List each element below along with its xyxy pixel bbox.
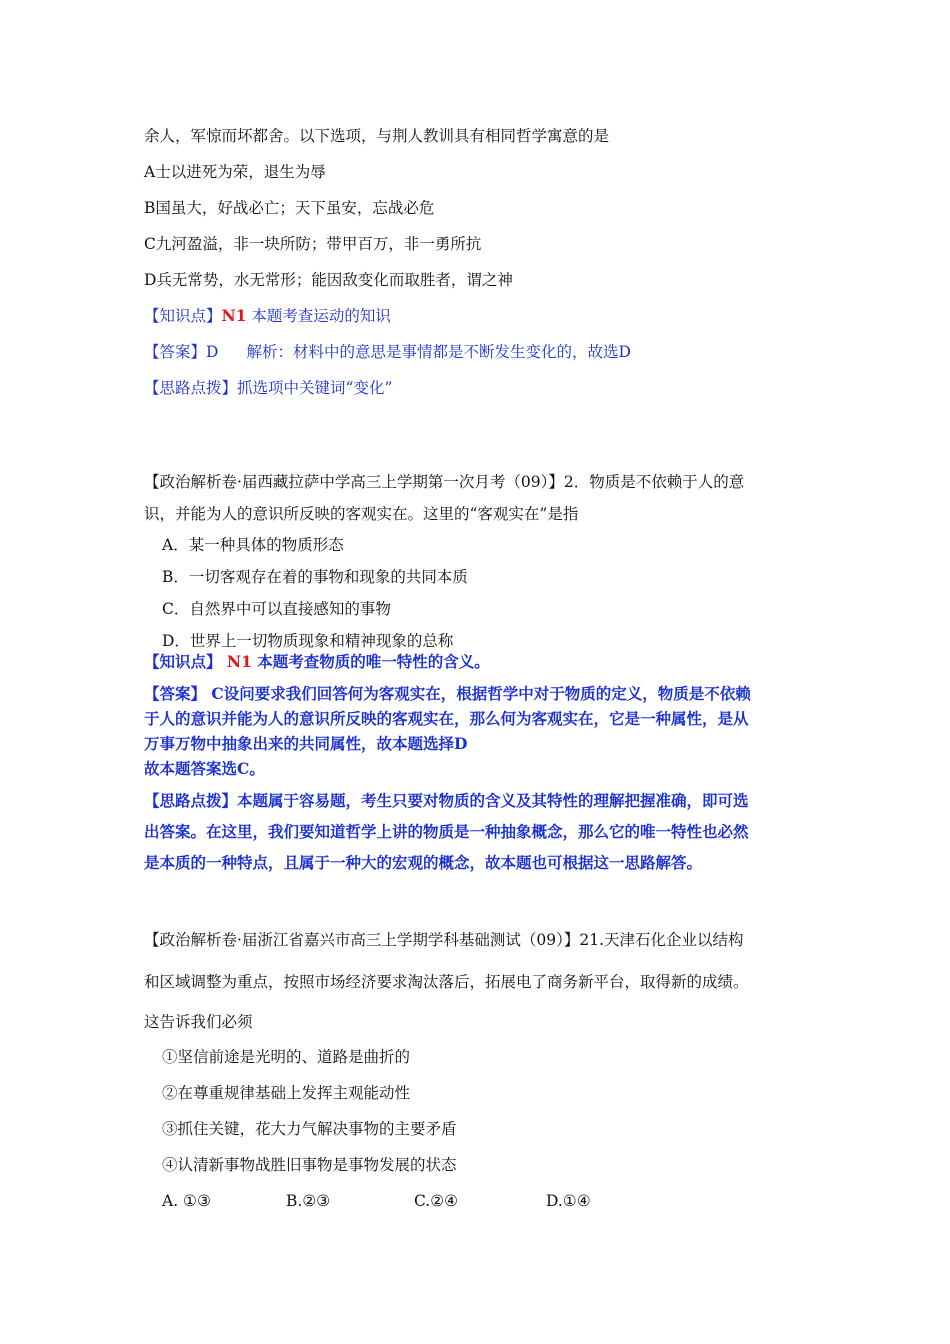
q2-option-d: D．世界上一切物质现象和精神现象的总称: [162, 632, 454, 650]
q2-option-b: B．一切客观存在着的事物和现象的共同本质: [162, 568, 468, 586]
q1-stem-tail: 余人，军惊而坏都舍。以下选项，与荆人教训具有相同哲学寓意的是: [144, 127, 610, 145]
q2-answer-line-4: 故本题答案选C。: [144, 759, 265, 778]
q1-knowledge-label: 【知识点】: [144, 307, 222, 325]
q3-item-2: ②在尊重规律基础上发挥主观能动性: [162, 1084, 411, 1102]
q2-stem-line-1: 【政治解析卷·届西藏拉萨中学高三上学期第一次月考（09）】2．物质是不依赖于人的意: [144, 473, 745, 491]
q3-choice-a: A. ①③: [162, 1192, 211, 1210]
q1-option-b: B国虽大，好战必亡；天下虽安，忘战必危: [144, 199, 435, 217]
q2-knowledge-code: N1: [226, 652, 252, 671]
q2-knowledge-label: 【知识点】: [144, 652, 222, 671]
q1-option-c: C九河盈溢，非一块所防；带甲百万，非一勇所抗: [144, 235, 482, 253]
q2-option-a: A．某一种具体的物质形态: [162, 536, 344, 554]
q1-answer-analysis: 解析：材料中的意思是事情都是不断发生变化的，故选D: [246, 343, 631, 361]
q2-answer-line-1: 【答案】 C设问要求我们回答何为客观实在，根据哲学中对于物质的定义，物质是不依赖: [144, 684, 751, 703]
q2-stem-line-2: 识，并能为人的意识所反映的客观实在。这里的“客观实在”是指: [144, 505, 579, 523]
q1-option-d: D兵无常势，水无常形；能因敌变化而取胜者，谓之神: [144, 271, 513, 289]
q2-answer-line-2: 于人的意识并能为人的意识所反映的客观实在，那么何为客观实在，它是一种属性，是从: [144, 709, 749, 728]
q1-knowledge-text: 本题考查运动的知识: [246, 307, 391, 325]
q2-option-c: C．自然界中可以直接感知的事物: [162, 600, 391, 618]
q3-choice-b: B.②③: [286, 1192, 331, 1210]
q1-tip-text: 抓选项中关键词“变化”: [237, 379, 393, 397]
q1-tip-label: 【思路点拨】: [144, 379, 238, 397]
q1-knowledge-code: N1: [221, 306, 247, 325]
q2-tip-line-1: 【思路点拨】本题属于容易题，考生只要对物质的含义及其特性的理解把握准确，即可选: [144, 791, 749, 810]
q2-tip-line-2: 出答案。在这里，我们要知道哲学上讲的物质是一种抽象概念，那么它的唯一特性也必然: [144, 822, 749, 841]
q3-item-3: ③抓住关键，花大力气解决事物的主要矛盾: [162, 1120, 457, 1138]
q2-knowledge-text: 本题考查物质的唯一特性的含义。: [251, 652, 490, 671]
q3-choice-c: C.②④: [414, 1192, 459, 1210]
q1-answer-label: 【答案】: [144, 343, 207, 361]
q3-choices: [162, 1191, 591, 1211]
q2-knowledge-point: [144, 652, 490, 672]
q3-choice-d: D.①④: [546, 1192, 591, 1210]
q2-tip-line-3: 是本质的一种特点，且属于一种大的宏观的概念，故本题也可根据这一思路解答。: [144, 853, 703, 872]
q3-stem-line-1: 【政治解析卷·届浙江省嘉兴市高三上学期学科基础测试（09）】21.天津石化企业以结构: [144, 931, 744, 949]
q3-item-1: ①坚信前途是光明的、道路是曲折的: [162, 1048, 411, 1066]
q1-tip: [144, 378, 392, 398]
q3-item-4: ④认清新事物战胜旧事物是事物发展的状态: [162, 1156, 457, 1174]
q2-answer-line-3: 万事万物中抽象出来的共同属性，故本题选择D: [144, 734, 468, 753]
q1-answer-value: D: [206, 343, 219, 361]
q3-stem-line-3: 这告诉我们必须: [144, 1013, 253, 1031]
q1-answer: [144, 342, 631, 362]
q1-knowledge-point: [144, 306, 391, 326]
q1-option-a: A士以进死为荣，退生为辱: [144, 163, 326, 181]
q3-stem-line-2: 和区域调整为重点，按照市场经济要求淘汰落后，拓展电了商务新平台，取得新的成绩。: [144, 973, 749, 991]
